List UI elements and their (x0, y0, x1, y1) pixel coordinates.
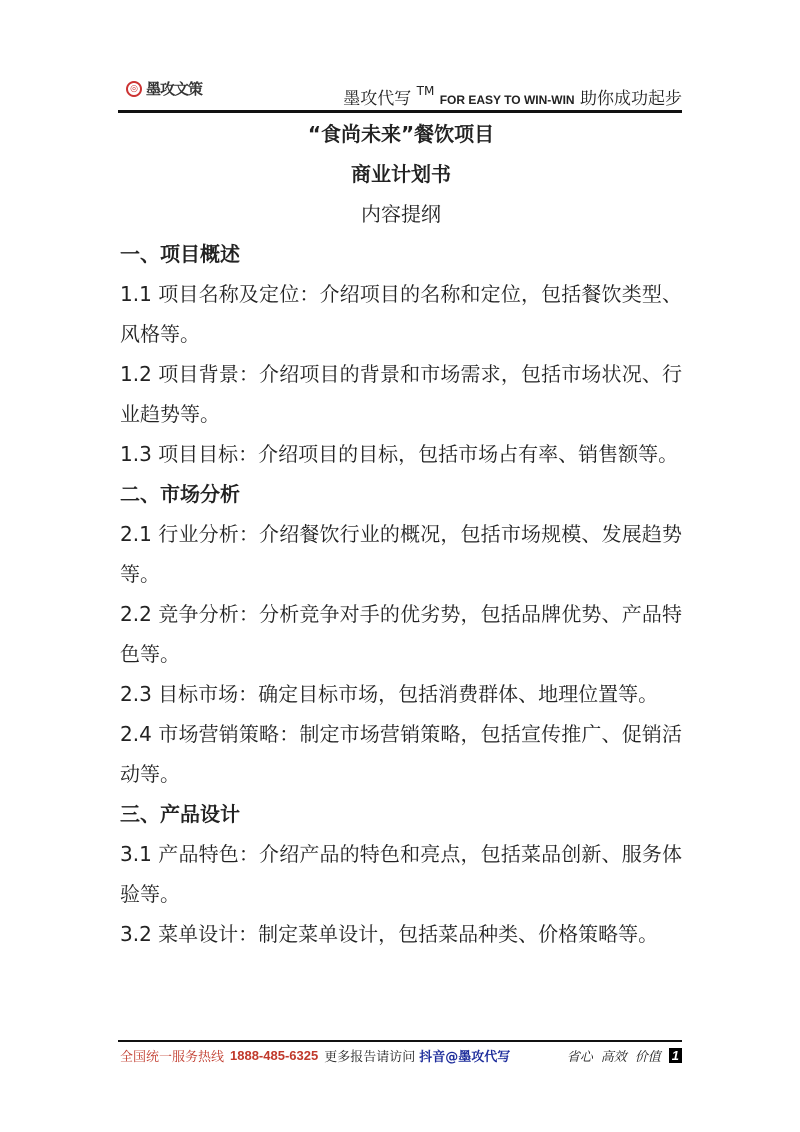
header-divider (118, 110, 682, 113)
more-label: 更多报告请访问 (324, 1050, 416, 1065)
outline-item: 1.3 项目目标：介绍项目的目标，包括市场占有率、销售额等。 (120, 442, 679, 466)
outline-item: 1.2 项目背景：介绍项目的背景和市场需求，包括市场状况、行业趋势等。 (120, 362, 682, 426)
outline-item: 2.3 目标市场：确定目标市场，包括消费群体、地理位置等。 (120, 682, 659, 706)
douyin-account: 抖音@墨攻代写 (419, 1050, 511, 1065)
slogan-cn: 墨攻代写 (343, 89, 412, 109)
hotline-number: 1888-485-6325 (230, 1048, 319, 1063)
logo (126, 78, 202, 99)
slogan-tm: TM (416, 84, 435, 98)
motto-3: 价值 (634, 1050, 661, 1065)
hotline-label: 全国统一服务热线 (120, 1050, 225, 1065)
logo-text: 墨攻文策 (146, 80, 203, 98)
outline-label: 内容提纲 (361, 202, 441, 226)
sections (120, 234, 682, 954)
page-footer (120, 1046, 682, 1065)
document-subtitle: 商业计划书 (351, 162, 451, 186)
slogan-en: FOR EASY TO WIN-WIN (439, 93, 575, 107)
section-heading: 二、市场分析 (120, 482, 240, 506)
slogan-tail: 助你成功起步 (580, 89, 682, 109)
page-header (118, 70, 682, 110)
logo-icon: ◎ (126, 81, 142, 97)
outline-item: 2.2 竞争分析：分析竞争对手的优劣势，包括品牌优势、产品特色等。 (120, 602, 682, 666)
document-title: “食尚未来”餐饮项目 (307, 122, 495, 146)
motto-1: 省心 (566, 1050, 593, 1065)
outline-item: 3.2 菜单设计：制定菜单设计，包括菜品种类、价格策略等。 (120, 922, 659, 946)
outline-item: 2.1 行业分析：介绍餐饮行业的概况，包括市场规模、发展趋势等。 (120, 522, 682, 586)
document-body (120, 114, 682, 954)
footer-divider (118, 1040, 682, 1042)
footer-motto (567, 1046, 682, 1065)
header-slogan (343, 84, 682, 109)
outline-item: 1.1 项目名称及定位：介绍项目的名称和定位，包括餐饮类型、风格等。 (120, 282, 682, 346)
outline-item: 3.1 产品特色：介绍产品的特色和亮点，包括菜品创新、服务体验等。 (120, 842, 682, 906)
outline-item: 2.4 市场营销策略：制定市场营销策略，包括宣传推广、促销活动等。 (120, 722, 682, 786)
section-heading: 一、项目概述 (120, 242, 240, 266)
section-heading: 三、产品设计 (120, 802, 240, 826)
page-number: 1 (669, 1048, 682, 1063)
motto-2: 高效 (600, 1050, 627, 1065)
